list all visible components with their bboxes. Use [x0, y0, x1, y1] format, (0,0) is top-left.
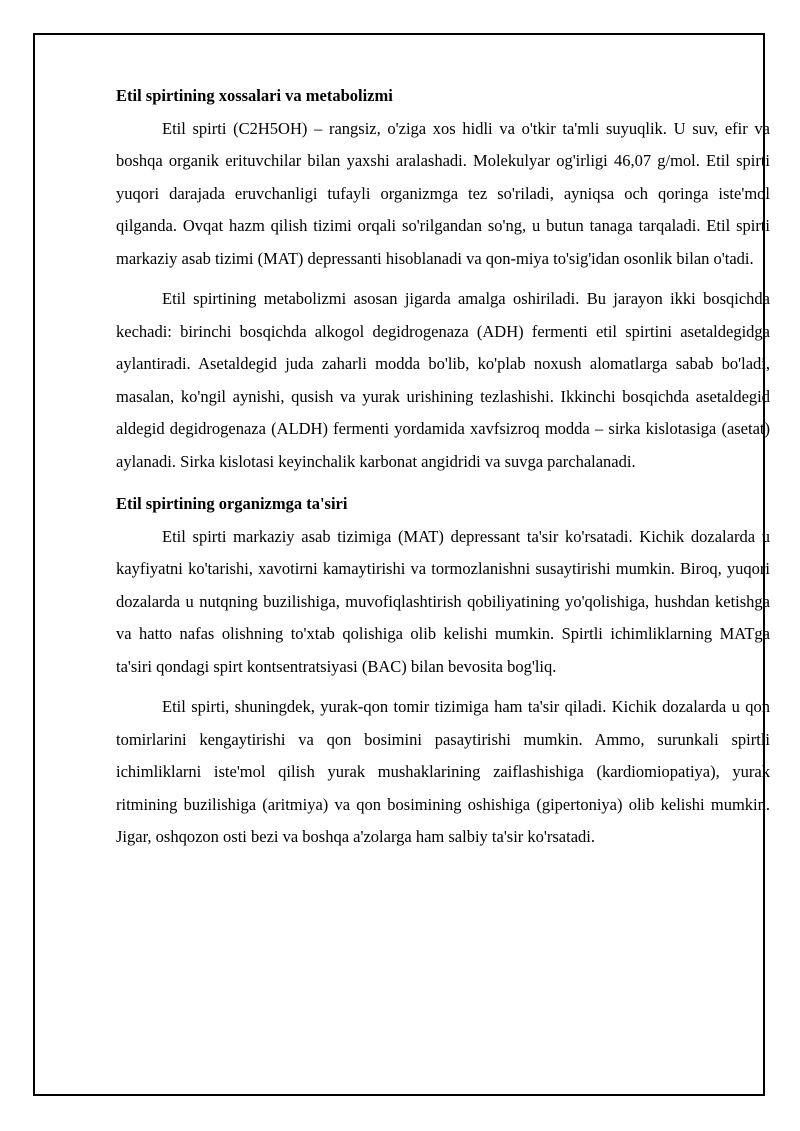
section-effects-on-body — [116, 488, 770, 854]
paragraph: Etil spirti, shuningdek, yurak-qon tomir tizimiga ham ta'sir qiladi. Kichik dozalarda u qon tomirlarini kengaytirishi va qon bosimini pasaytirishi mumkin. Ammo, surunkali spirtli ichimliklarni iste'mol qilish yurak mushaklarining zaiflashishiga (kardiomiopatiya), yurak ritmining buzilishiga (aritmiya) va qon bosimining oshishiga (gipertoniya) olib kelishi mumkin. Jigar, oshqozon osti bezi va boshqa a'zolarga ham salbiy ta'sir ko'rsatadi. — [116, 697, 770, 846]
document-body — [116, 80, 770, 862]
section-heading: Etil spirtining organizmga ta'siri — [116, 494, 348, 513]
paragraph: Etil spirti markaziy asab tizimiga (MAT) depressant ta'sir ko'rsatadi. Kichik dozalarda u kayfiyatni ko'tarishi, xavotirni kamaytirishi va tormozlanishni susaytirishi mumkin. Biroq, yuqori dozalarda u nutqning buzilishiga, muvofiqlashtirish qobiliyatining yo'qolishiga, hushdan ketishga va hatto nafas olishning to'xtab qolishiga olib kelishi mumkin. Spirtli ichimliklarning MATga ta'siri qondagi spirt kontsentratsiyasi (BAC) bilan bevosita bog'liq. — [116, 526, 770, 676]
section-properties-metabolism — [116, 80, 770, 478]
section-heading: Etil spirtining xossalari va metabolizmi — [116, 86, 393, 105]
paragraph: Etil spirtining metabolizmi asosan jigarda amalga oshiriladi. Bu jarayon ikki bosqichda kechadi: birinchi bosqichda alkogol degidrogenaza (ADH) fermenti etil spirtini asetaldegidga aylantiradi. Asetaldegid juda zaharli modda bo'lib, ko'plab noxush alomatlarga sabab bo'ladi, masalan, ko'ngil aynishi, qusish va yurak urishining tezlashishi. Ikkinchi bosqichda asetaldegid aldegid degidrogenaza (ALDH) fermenti yordamida xavfsizroq modda – sirka kislotasiga (asetat) aylanadi. Sirka kislotasi keyinchalik karbonat angidridi va suvga parchalanadi. — [116, 289, 770, 471]
paragraph: Etil spirti (C2H5OH) – rangsiz, o'ziga xos hidli va o'tkir ta'mli suyuqlik. U suv, efir va boshqa organik erituvchilar bilan yaxshi aralashadi. Molekulyar og'irligi 46,07 g/mol. Etil spirti yuqori darajada eruvchanligi tufayli organizmga tez so'riladi, ayniqsa och qoringa iste'mol qilganda. Ovqat hazm qilish tizimi orqali so'rilgandan so'ng, u butun tanaga tarqaladi. Etil spirti markaziy asab tizimi (MAT) depressanti hisoblanadi va qon-miya to'sig'idan osonlik bilan o'tadi. — [116, 118, 770, 268]
